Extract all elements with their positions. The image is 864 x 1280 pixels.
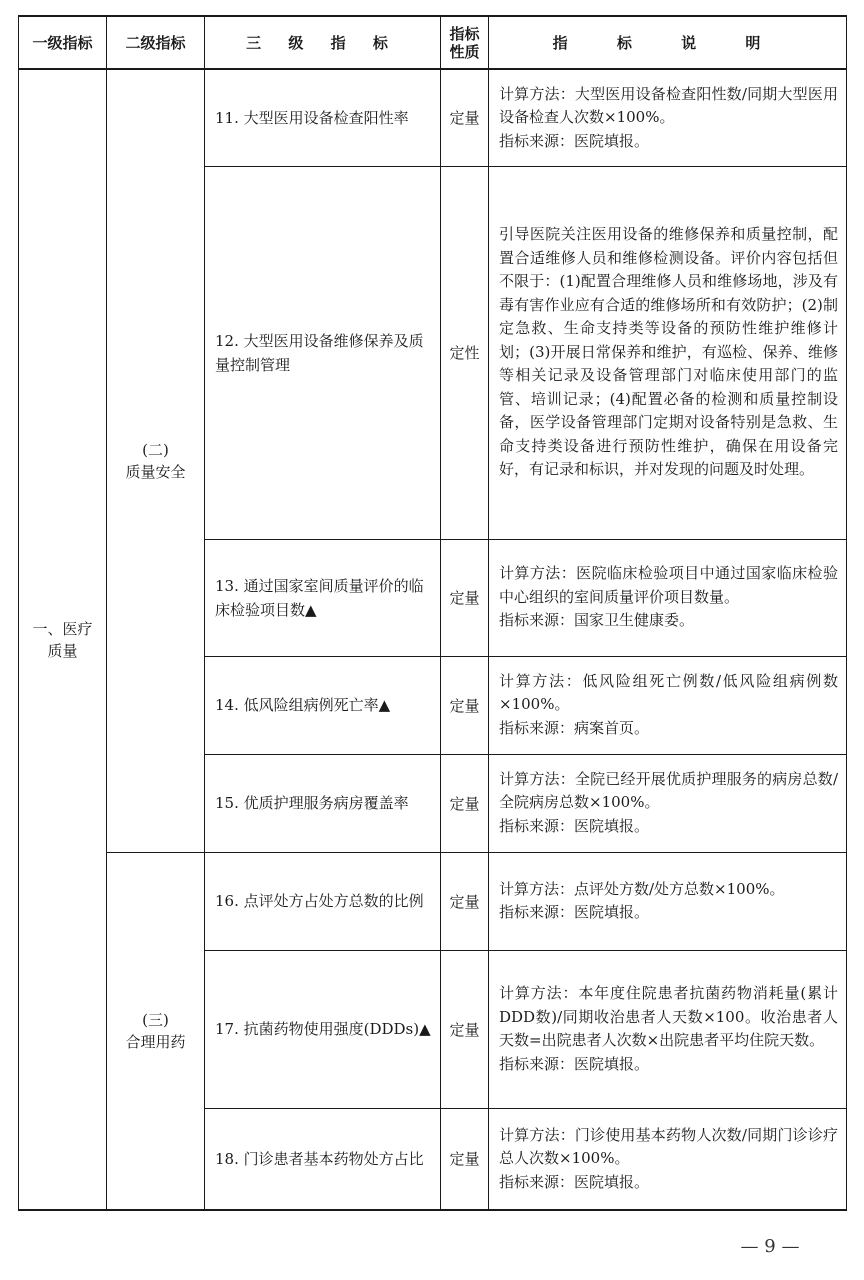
description-text: 计算方法：门诊使用基本药物人次数/同期门诊诊疗总人次数×100%。 (499, 1125, 838, 1167)
table-row (19, 69, 847, 166)
page-number: — 9 — (740, 1236, 800, 1257)
description-source: 指标来源：病案首页。 (499, 718, 650, 737)
description-text: 计算方法：大型医用设备检查阳性数/同期大型医用设备检查人次数×100%。 (499, 84, 838, 126)
description-text: 计算方法：全院已经开展优质护理服务的病房总数/全院病房总数×100%。 (499, 769, 838, 812)
header-row (19, 16, 847, 69)
indicator-name: 16. 点评处方占处方总数的比例 (205, 852, 441, 950)
description-text: 计算方法：低风险组死亡例数/低风险组病例数×100%。 (499, 671, 838, 714)
header-level3-text: 三 级 指 标 (246, 33, 399, 52)
indicator-description (489, 1108, 847, 1210)
indicator-name: 14. 低风险组病例死亡率▲ (205, 656, 441, 754)
indicator-nature: 定量 (441, 656, 489, 754)
header-nature-line2: 性质 (449, 42, 480, 61)
indicator-description (489, 754, 847, 852)
description-source: 指标来源：医院填报。 (499, 903, 650, 921)
description-text: 计算方法：医院临床检验项目中通过国家临床检验中心组织的室间质量评价项目数量。 (499, 564, 838, 606)
header-nature (441, 16, 489, 69)
indicator-description (489, 852, 847, 950)
description-source: 指标来源：国家卫生健康委。 (499, 611, 695, 630)
indicator-nature: 定量 (441, 950, 489, 1108)
header-description-text: 指 标 说 明 (552, 33, 783, 52)
description-text: 计算方法：点评处方数/处方总数×100%。 (499, 879, 785, 898)
header-level1: 一级指标 (19, 16, 107, 69)
indicator-table (18, 15, 847, 1211)
indicator-nature: 定量 (441, 1108, 489, 1210)
header-nature-line1: 指标 (449, 24, 480, 43)
level1-cell (19, 69, 107, 1210)
description-text: 引导医院关注医用设备的维修保养和质量控制，配置合适维修人员和维修检测设备。评价内容包括但不限于：(1)配置合理维修人员和维修场地，涉及有毒有害作业应有合适的维修场所和有效防护；(2)制定急救、生命支持类等设备的预防性维护维修计划；(3)开展日常保养和维护，有巡检、保养、维修等相关记录及设备管理部门对临床使用部门的监管、培训记录；(4)配置必备的检测和质量控制设备，医学设备管理部门定期对设备特别是急救、生命支持类设备进行预防性维护，确保在用设备完好，有记录和标识，并对发现的问题及时处理。 (499, 225, 838, 479)
indicator-nature: 定量 (441, 852, 489, 950)
level2-line2: 质量安全 (125, 462, 186, 481)
indicator-description (489, 539, 847, 656)
description-source: 指标来源：医院填报。 (499, 816, 650, 835)
indicator-name: 18. 门诊患者基本药物处方占比 (205, 1108, 441, 1210)
indicator-nature: 定量 (441, 69, 489, 166)
indicator-name: 11. 大型医用设备检查阳性率 (205, 69, 441, 166)
description-source: 指标来源：医院填报。 (499, 1054, 650, 1073)
level2-cell-rational-drug-use (107, 852, 205, 1210)
indicator-description (489, 656, 847, 754)
indicator-name: 15. 优质护理服务病房覆盖率 (205, 754, 441, 852)
indicator-name: 12. 大型医用设备维修保养及质量控制管理 (205, 166, 441, 539)
level2-line1: (二) (142, 440, 169, 459)
description-source: 指标来源：医院填报。 (499, 131, 650, 150)
level2-line2: 合理用药 (125, 1032, 186, 1051)
header-level2: 二级指标 (107, 16, 205, 69)
table-row (19, 852, 847, 950)
indicator-description (489, 166, 847, 539)
level2-line1: (三) (142, 1010, 169, 1029)
indicator-description (489, 950, 847, 1108)
indicator-nature: 定量 (441, 754, 489, 852)
indicator-name: 17. 抗菌药物使用强度(DDDs)▲ (205, 950, 441, 1108)
header-level3 (205, 16, 441, 69)
level1-line2: 质量 (47, 641, 78, 660)
indicator-nature: 定量 (441, 539, 489, 656)
description-text: 计算方法：本年度住院患者抗菌药物消耗量(累计DDD数)/同期收治患者人天数×100。收治患者人天数=出院患者人次数×出院患者平均住院天数。 (499, 984, 838, 1049)
indicator-name: 13. 通过国家室间质量评价的临床检验项目数▲ (205, 539, 441, 656)
description-source: 指标来源：医院填报。 (499, 1172, 650, 1191)
indicator-nature: 定性 (441, 166, 489, 539)
indicator-description (489, 69, 847, 166)
level1-line1: 一、医疗 (32, 619, 93, 638)
header-description (489, 16, 847, 69)
level2-cell-quality-safety (107, 69, 205, 852)
